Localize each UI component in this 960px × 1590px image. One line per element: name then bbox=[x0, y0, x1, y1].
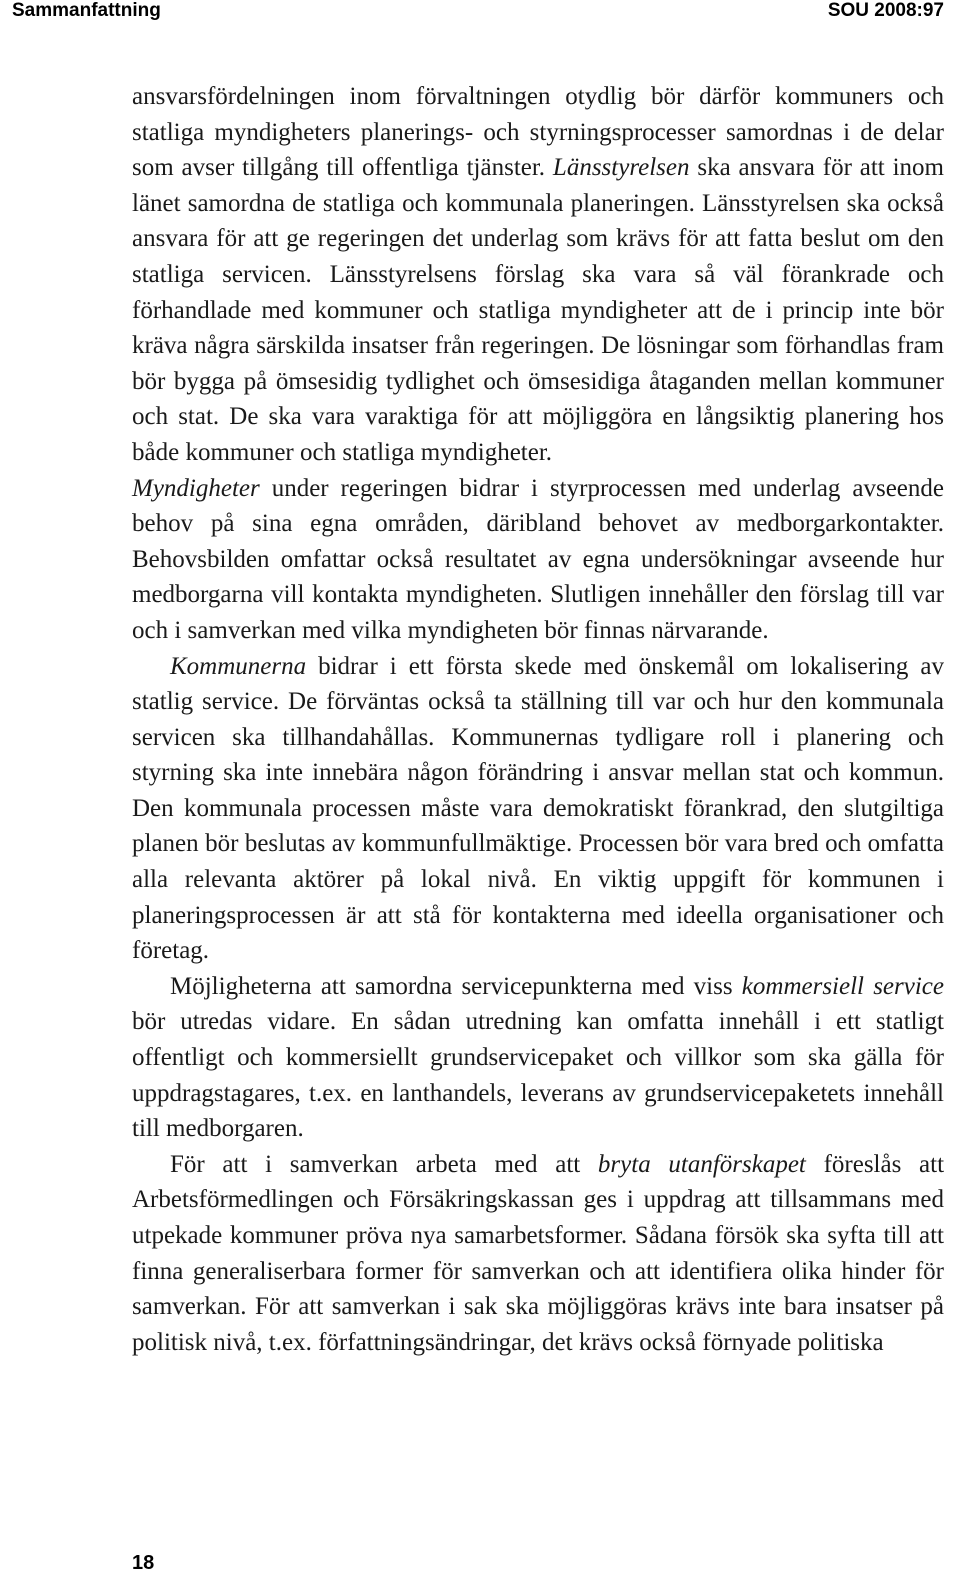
running-header bbox=[0, 0, 960, 24]
paragraph-text: bör utredas vidare. En sådan utredning kan omfatta innehåll i ett statligt offentligt och kommersiellt grundservicepaket och villkor som ska gälla för uppdragstagares, t.ex. en lanthandels, leverans av grundservicepaketets innehåll till medborgaren. bbox=[132, 1008, 944, 1143]
emphasis-term: kommersiell service bbox=[741, 972, 944, 1000]
paragraph-text: under regeringen bidrar i styrprocessen med underlag avseende behov på sina egna områden, däribland behovet av medborgarkontakter. Behovsbilden omfattar också resultatet av egna undersökningar avseende hur medborgarna vill kontakta myndigheten. Slutligen innehåller den förslag till var och i samverkan med vilka myndigheten bör finnas närvarande. bbox=[132, 474, 944, 644]
paragraph-text: För att i samverkan arbeta med att bbox=[170, 1150, 598, 1178]
page-number: 18 bbox=[132, 1552, 155, 1574]
section-title: Sammanfattning bbox=[12, 0, 161, 21]
paragraph-text: föreslås att Arbetsförmedlingen och Försäkringskassan ges i uppdrag att tillsammans med utpekade kommuner pröva nya samarbetsformer. Sådana försök ska syfta till att finna generaliserbara former för samverkan och att identifiera olika hinder för samverkan. För att samverkan i sak ska möjliggöras krävs inte bara insatser på politisk nivå, t.ex. författningsändringar, det krävs också förnyade politiska bbox=[132, 1150, 945, 1356]
paragraph-text: ska ansvara för att inom länet samordna de statliga och kommunala planeringen. Länsstyrelsen ska också ansvara för att ge regeringen det underlag som krävs för att fatta beslut om den statliga servicen. Länsstyrelsens förslag ska vara så väl förankrade och förhandlade med kommuner och statliga myndigheter att de i princip inte bör kräva några särskilda insatser från regeringen. De lösningar som förhandlas fram bör bygga på ömsesidig tydlighet och ömsesidiga åtaganden mellan kommuner och stat. De ska vara varaktiga för att möjliggöra en långsiktig planering hos både kommuner och statliga myndigheter. bbox=[132, 154, 944, 466]
paragraph-kommersiell-service bbox=[132, 969, 944, 1147]
paragraph-utanforskapet bbox=[132, 1147, 944, 1361]
paragraph-lansstyrelsen bbox=[132, 79, 944, 471]
emphasis-term: bryta utanförskapet bbox=[597, 1150, 806, 1178]
report-id: SOU 2008:97 bbox=[827, 0, 944, 21]
paragraph-kommunerna bbox=[132, 649, 944, 969]
paragraph-text: bidrar i ett första skede med önskemål om lokalisering av statlig service. De förväntas också ta ställning till var och hur den kommunala servicen ska tillhandahållas. Kommunernas tydligare roll i planering och styrning ska inte innebära någon förändring i ansvar mellan stat och kommun. Den kommunala processen måste vara demokratiskt förankrad, den slutgiltiga planen bör beslutas av kommunfullmäktige. Processen bör vara bred och omfatta alla relevanta aktörer på lokal nivå. En viktig uppgift för kommunen i planeringsprocessen är att stå för kontakterna med ideella organisationer och företag. bbox=[132, 652, 944, 965]
paragraph-text: ansvarsfördelningen inom förvaltningen otydlig bör därför kommuners och statliga myndigheters planerings- och styrningsprocesser samordnas i de delar som avser tillgång till offentliga tjänster. bbox=[132, 83, 944, 182]
body-text bbox=[132, 79, 944, 1360]
emphasis-term: Kommunerna bbox=[170, 652, 307, 680]
emphasis-term: Myndigheter bbox=[132, 474, 260, 502]
paragraph-myndigheter bbox=[132, 471, 944, 649]
emphasis-term: Länsstyrelsen bbox=[552, 154, 690, 182]
paragraph-text: Möjligheterna att samordna servicepunkterna med viss bbox=[170, 972, 742, 1000]
